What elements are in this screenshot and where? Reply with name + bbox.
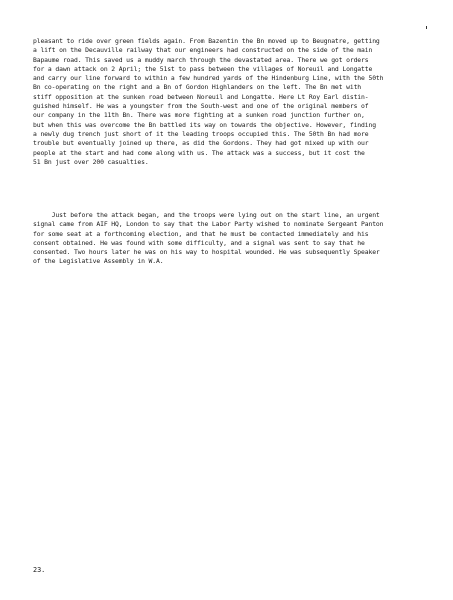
- page-number: 23.: [33, 566, 46, 574]
- text-line: for some seat at a forthcoming election, and that he must be contacted immediately and his: [33, 229, 369, 238]
- text-line: and carry our line forward to within a few hundred yards of the Hindenburg Line, with the 50th: [33, 74, 384, 83]
- text-line: stiff opposition at the sunken road between Noreuil and Longatte. Here Lt Roy Earl distin-: [33, 92, 369, 101]
- paragraph-1: [33, 37, 433, 167]
- text-line: of the Legislative Assembly in W.A.: [33, 257, 164, 266]
- text-line: trouble but eventually joined up there, as did the Gordons. They had got mixed up with our: [33, 139, 369, 148]
- text-line: our company in the 11th Bn. There was more fighting at a sunken road junction further on,: [33, 111, 365, 120]
- text-line: consented. Two hours later he was on his way to hospital wounded. He was subsequently Speaker: [33, 248, 380, 257]
- paragraph-2: [33, 211, 433, 267]
- text-line: for a dawn attack on 2 April; the 51st to pass between the villages of Noreuil and Longatte: [33, 64, 373, 73]
- text-line: a newly dug trench just short of it the leading troops occupied this. The 50th Bn had more: [33, 129, 369, 138]
- text-line: Just before the attack began, and the troops were lying out on the start line, an urgent: [33, 211, 380, 219]
- text-line: guished himself. He was a youngster from the South-west and one of the original members of: [33, 102, 369, 111]
- text-line: a lift on the Decauville railway that our engineers had constructed on the side of the main: [33, 46, 373, 55]
- text-line: pleasant to ride over green fields again. From Bazentin the Bn moved up to Beugnatre, getting: [33, 37, 380, 45]
- text-line: signal came from AIF HQ, London to say that the Labor Party wished to nominate Sergeant Panton: [33, 220, 384, 229]
- text-line: people at the start and had come along with us. The attack was a success, but it cost the: [33, 148, 365, 157]
- page-mark: [426, 26, 427, 29]
- text-line: but when this was overcome the Bn battled its way on towards the objective. However, finding: [33, 120, 376, 129]
- text-line: Bapaume road. This saved us a muddy march through the devastated area. There we got orders: [33, 55, 369, 64]
- text-line: Bn co-operating on the right and a Bn of Gordon Highlanders on the left. The Bn met with: [33, 83, 362, 92]
- text-line: 51 Bn just over 200 casualties.: [33, 157, 149, 166]
- text-line: consent obtained. He was found with some difficulty, and a signal was sent to say that he: [33, 238, 365, 247]
